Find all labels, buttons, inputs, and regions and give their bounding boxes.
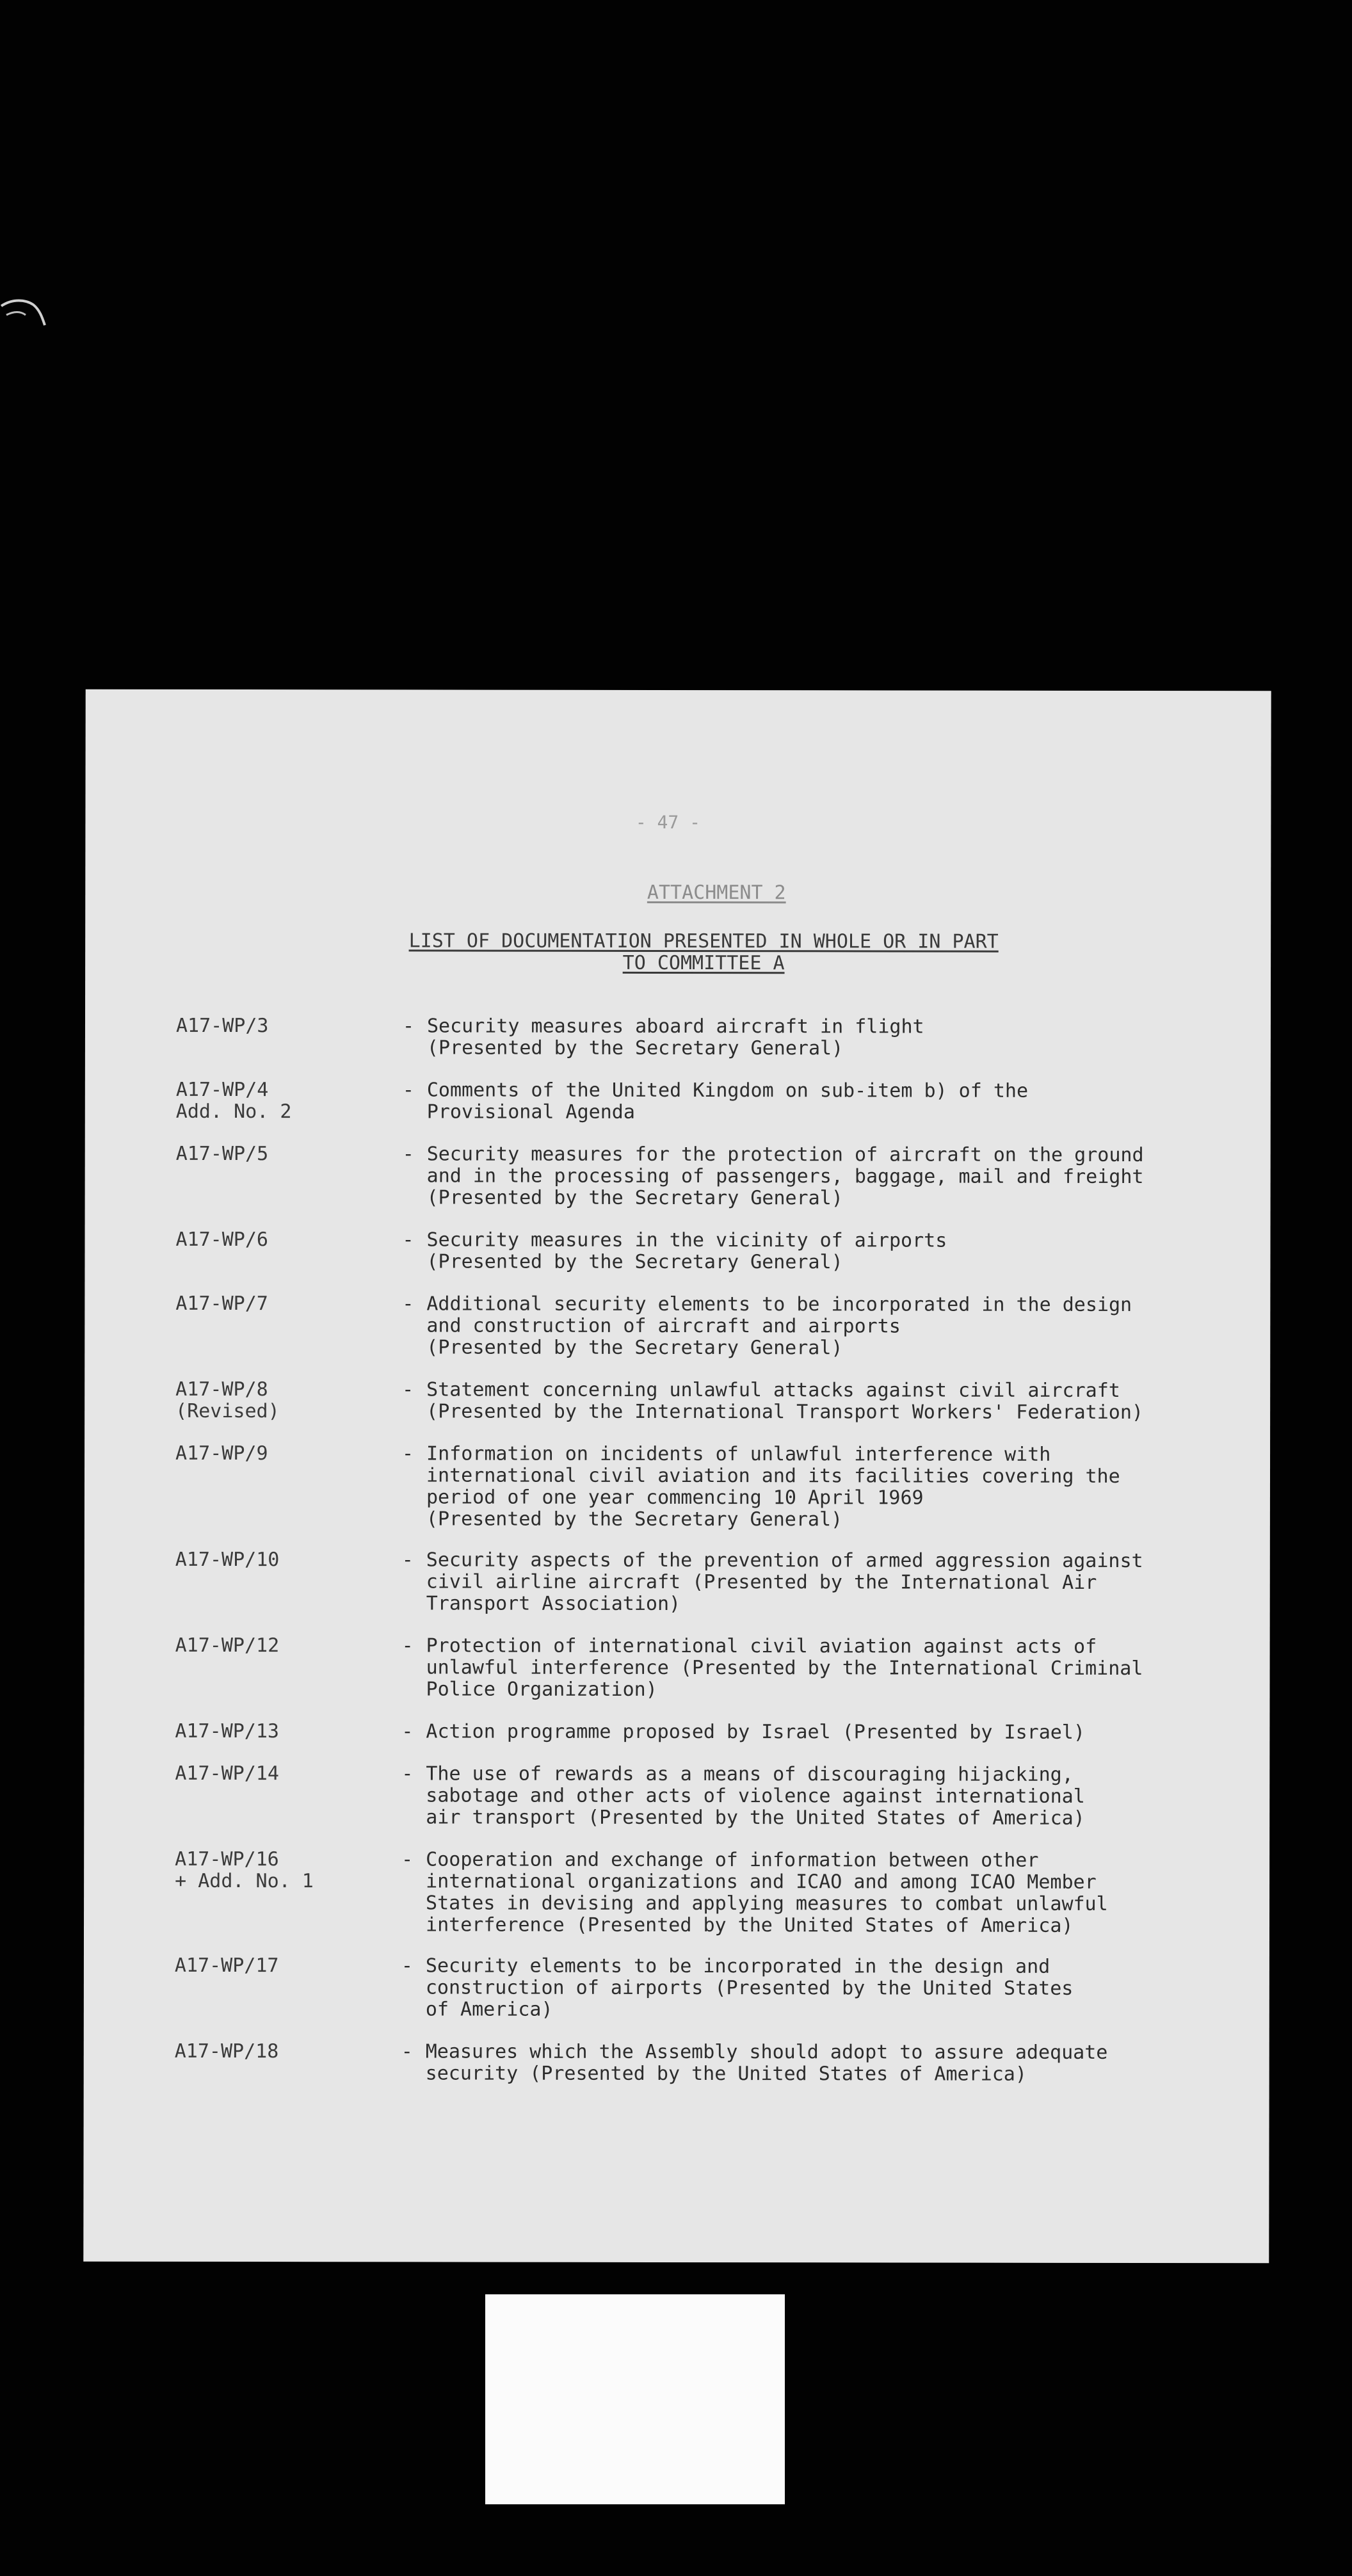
document-id: A17-WP/12 bbox=[175, 1634, 280, 1657]
list-item bbox=[85, 1228, 1271, 1274]
list-title-line2: TO COMMITTEE A bbox=[622, 951, 785, 975]
document-id: A17-WP/17 bbox=[174, 1954, 279, 1977]
list-item bbox=[84, 2040, 1269, 2086]
document-page bbox=[83, 689, 1271, 2264]
dash: - bbox=[402, 1079, 414, 1102]
document-id: A17-WP/16 + Add. No. 1 bbox=[175, 1847, 314, 1893]
document-description: The use of rewards as a means of discouraging hijacking, sabotage and other acts of violence against international air transport (Presented by the United States of America) bbox=[426, 1762, 1085, 1830]
dash: - bbox=[402, 1228, 414, 1252]
document-id: A17-WP/3 bbox=[175, 1014, 269, 1038]
document-id: A17-WP/10 bbox=[175, 1548, 280, 1572]
document-description: Security elements to be incorporated in the design and construction of airports (Presented by the United States of America) bbox=[425, 1954, 1074, 2021]
list-item bbox=[84, 1634, 1270, 1701]
dash: - bbox=[401, 1634, 414, 1657]
document-description: Measures which the Assembly should adopt to assure adequate security (Presented by the United States of America) bbox=[425, 2040, 1108, 2086]
document-id: A17-WP/5 bbox=[175, 1142, 269, 1166]
document-description: Security measures aboard aircraft in flight (Presented by the Secretary General) bbox=[426, 1015, 924, 1060]
film-edge-mark bbox=[0, 287, 51, 332]
dash: - bbox=[402, 1442, 414, 1465]
document-description: Cooperation and exchange of information between other international organizations and ICAO and among ICAO Member States in devising and applying measures to combat unlawful interference (Presented by the United States of America) bbox=[425, 1848, 1108, 1937]
list-item bbox=[84, 1954, 1269, 2021]
document-id: A17-WP/9 bbox=[175, 1442, 268, 1465]
dash: - bbox=[402, 1378, 414, 1401]
list-item bbox=[84, 1442, 1270, 1531]
document-id: A17-WP/6 bbox=[175, 1228, 269, 1252]
list-item bbox=[85, 1014, 1271, 1060]
list-item bbox=[84, 1762, 1269, 1830]
blank-target-card bbox=[485, 2294, 785, 2504]
list-item bbox=[84, 1719, 1269, 1744]
dash: - bbox=[401, 1549, 414, 1572]
document-description: Comments of the United Kingdom on sub-item b) of the Provisional Agenda bbox=[426, 1079, 1029, 1123]
list-item bbox=[84, 1378, 1270, 1424]
dash: - bbox=[401, 1954, 414, 1977]
dash: - bbox=[402, 1292, 414, 1316]
document-id: A17-WP/4 Add. No. 2 bbox=[175, 1078, 292, 1123]
dash: - bbox=[401, 1762, 414, 1785]
document-id: A17-WP/18 bbox=[174, 2040, 279, 2063]
list-item bbox=[85, 1078, 1271, 1123]
list-item bbox=[84, 1847, 1269, 1937]
list-item bbox=[84, 1548, 1270, 1616]
document-description: Statement concerning unlawful attacks against civil aircraft (Presented by the International Transport Workers' Federation) bbox=[426, 1378, 1143, 1424]
documentation-list bbox=[83, 689, 1271, 2264]
document-description: Information on incidents of unlawful interference with international civil aviation and its facilities covering the period of one year commencing 10 April 1969 (Presented by the Secretary General) bbox=[426, 1442, 1120, 1531]
attachment-label: ATTACHMENT 2 bbox=[647, 881, 786, 905]
dash: - bbox=[402, 1015, 415, 1038]
document-description: Action programme proposed by Israel (Presented by Israel) bbox=[426, 1720, 1085, 1744]
list-title-line1: LIST OF DOCUMENTATION PRESENTED IN WHOLE OR IN PART bbox=[408, 930, 999, 953]
document-description: Additional security elements to be incorporated in the design and construction of aircraft and airports (Presented by the Secretary General) bbox=[426, 1292, 1132, 1360]
dash: - bbox=[401, 1720, 414, 1743]
list-item bbox=[85, 1142, 1271, 1210]
document-description: Security measures for the protection of aircraft on the ground and in the processing of passengers, baggage, mail and freight (Presented by the Secretary General) bbox=[426, 1143, 1144, 1210]
page-number: - 47 - bbox=[635, 811, 701, 833]
dash: - bbox=[402, 1143, 414, 1166]
dash: - bbox=[401, 2040, 413, 2063]
document-id: A17-WP/7 bbox=[175, 1292, 268, 1316]
document-description: Security measures in the vicinity of airports (Presented by the Secretary General) bbox=[426, 1228, 947, 1274]
document-id: A17-WP/8 (Revised) bbox=[175, 1378, 280, 1423]
dash: - bbox=[401, 1848, 414, 1871]
document-id: A17-WP/13 bbox=[175, 1719, 280, 1743]
document-id: A17-WP/14 bbox=[175, 1762, 279, 1785]
document-description: Security aspects of the prevention of armed aggression against civil airline aircraft (Presented by the International Air Transport Association) bbox=[426, 1549, 1143, 1616]
list-item bbox=[84, 1292, 1270, 1360]
document-description: Protection of international civil aviation against acts of unlawful interference (Presented by the International Criminal Police Organization) bbox=[426, 1634, 1143, 1701]
